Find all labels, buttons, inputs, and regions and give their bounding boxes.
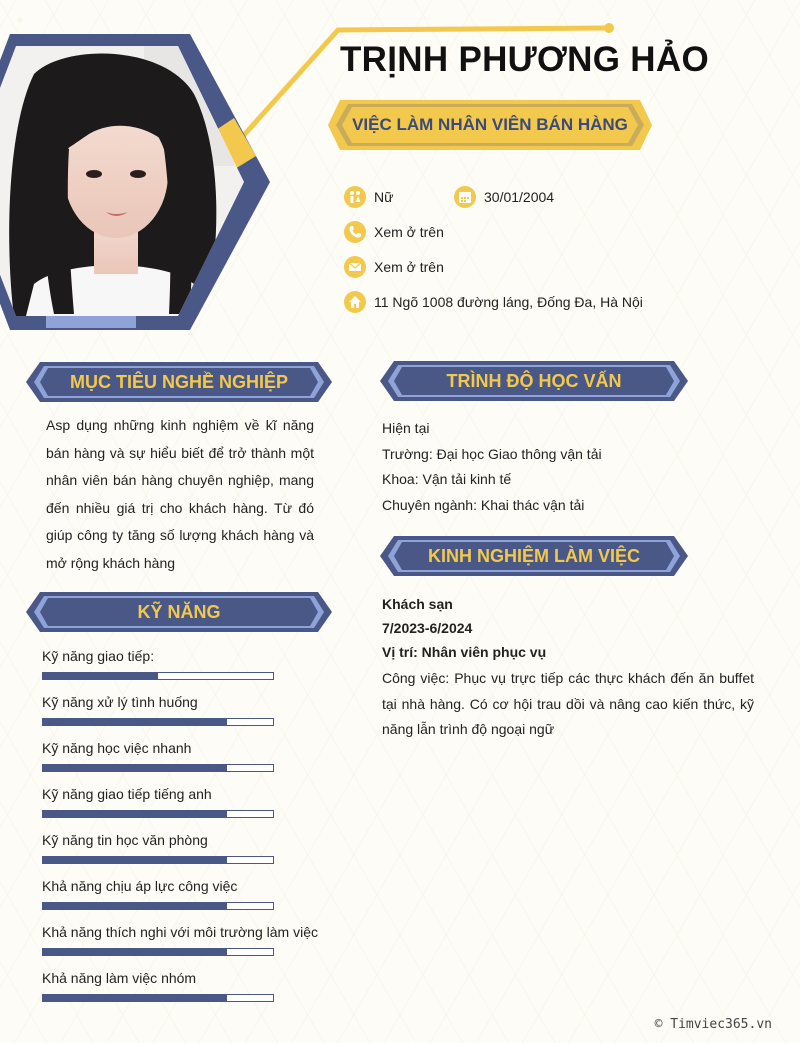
experience-role: Vị trí: Nhân viên phục vụ	[382, 644, 547, 660]
skill-item	[42, 694, 342, 726]
phone-row	[344, 220, 444, 244]
skill-bar-fill	[43, 995, 227, 1001]
skill-bar-fill	[43, 949, 227, 955]
education-details	[382, 420, 762, 522]
footer-credit: © Timviec365.vn	[654, 1017, 772, 1032]
skill-item	[42, 786, 342, 818]
skill-bar-fill	[43, 719, 227, 725]
experience-description: Công việc: Phục vụ trực tiếp các thực khách đến ăn buffet tại nhà hàng. Có cơ hội trau dồi và nâng cao kiến thức, kỹ năng lẫn trình độ ngoại ngữ	[382, 670, 754, 737]
experience-details	[382, 594, 754, 743]
skill-label: Kỹ năng giao tiếp tiếng anh	[42, 786, 212, 802]
birthday-value: 30/01/2004	[484, 189, 555, 205]
gender-icon	[344, 186, 366, 208]
skill-bar-fill	[43, 811, 227, 817]
phone-value: Xem ở trên	[374, 224, 444, 240]
skill-bar-fill	[43, 765, 227, 771]
objective-header	[26, 360, 332, 404]
skill-label: Khả năng làm việc nhóm	[42, 970, 197, 986]
skill-bar	[42, 718, 274, 726]
skill-bar	[42, 994, 274, 1002]
skill-item	[42, 648, 342, 680]
skill-label: Khả năng thích nghi với môi trường làm việc	[42, 924, 318, 940]
objective-text: Asp dụng những kinh nghiệm về kĩ năng bán hàng và sự hiểu biết để trở thành một nhân viên bán hàng chuyên nghiệp, mang đến nhiều giá trị cho khách hàng. Từ đó giúp công ty tăng số lượng khách hàng và mở rộng khách hàng	[46, 417, 314, 571]
calendar-icon	[454, 186, 476, 208]
skill-bar	[42, 672, 274, 680]
skill-item	[42, 832, 342, 864]
skill-label: Kỹ năng giao tiếp:	[42, 648, 155, 664]
skill-bar	[42, 810, 274, 818]
gender-row	[344, 185, 393, 209]
skill-bar	[42, 902, 274, 910]
education-faculty: Khoa: Vận tải kinh tế	[382, 471, 512, 487]
skill-label: Khả năng chịu áp lực công việc	[42, 878, 238, 894]
address-value: 11 Ngõ 1008 đường láng, Đống Đa, Hà Nội	[374, 294, 643, 310]
skill-item	[42, 740, 342, 772]
experience-company: Khách sạn	[382, 596, 453, 612]
profile-photo	[0, 34, 276, 330]
birthday-row	[454, 185, 554, 209]
email-value: Xem ở trên	[374, 259, 444, 275]
candidate-name: TRỊNH PHƯƠNG HẢO	[340, 40, 709, 79]
position-banner	[328, 98, 652, 152]
skill-bar-fill	[43, 903, 227, 909]
education-school: Trường: Đại học Giao thông vận tải	[382, 445, 602, 462]
skill-bar-fill	[43, 673, 158, 679]
skills-header	[26, 590, 332, 634]
phone-icon	[344, 221, 366, 243]
education-major: Chuyên ngành: Khai thác vận tải	[382, 496, 585, 513]
experience-title: KINH NGHIỆM LÀM VIỆC	[427, 545, 640, 566]
experience-period: 7/2023-6/2024	[382, 620, 473, 636]
skill-item	[42, 970, 342, 1002]
skill-bar	[42, 948, 274, 956]
skill-item	[42, 878, 342, 910]
skill-label: Kỹ năng tin học văn phòng	[42, 832, 208, 848]
skill-label: Kỹ năng xử lý tình huống	[42, 694, 198, 710]
experience-header	[380, 534, 688, 578]
position-title: VIỆC LÀM NHÂN VIÊN BÁN HÀNG	[352, 115, 628, 134]
objective-title: MỤC TIÊU NGHỀ NGHIỆP	[69, 371, 288, 392]
email-icon	[344, 256, 366, 278]
skill-bar	[42, 856, 274, 864]
skill-bar	[42, 764, 274, 772]
education-header	[380, 359, 688, 403]
home-icon	[344, 291, 366, 313]
skill-item	[42, 924, 342, 956]
education-title: TRÌNH ĐỘ HỌC VẤN	[446, 370, 622, 391]
email-row	[344, 255, 444, 279]
skill-bar-fill	[43, 857, 227, 863]
skill-label: Kỹ năng học việc nhanh	[42, 740, 192, 756]
address-row	[344, 290, 643, 314]
education-status: Hiện tại	[382, 420, 430, 436]
skills-title: KỸ NĂNG	[137, 601, 221, 622]
gender-value: Nữ	[374, 189, 394, 205]
